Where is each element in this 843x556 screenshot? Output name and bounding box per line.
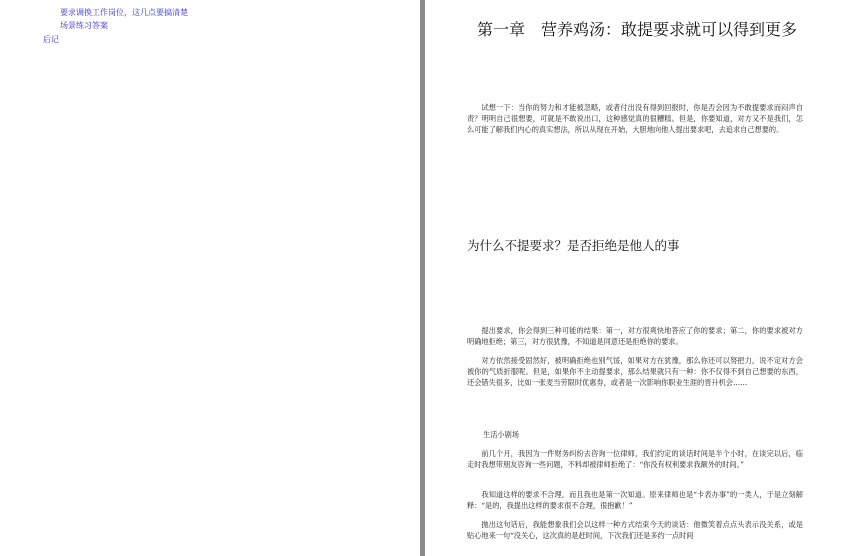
- right-page: [425, 0, 843, 556]
- story-paragraph-2: 我知道这样的要求不合理，而且我也是第一次知道。原来律师也是“卡表办事”的一类人，于是立刻解释：“是的，我提出这样的要求很不合理，很抱歉！”: [467, 490, 803, 510]
- toc-item-afterword[interactable]: 后记: [43, 35, 59, 44]
- toc-item-job-transfer[interactable]: 要求调换工作岗位，这几点要搞清楚: [60, 8, 188, 17]
- section-paragraph-1: 提出要求，你会得到三种可能的结果：第一，对方很爽快地答应了你的要求；第二，你的要求被对方明确地拒绝；第三，对方很犹豫，不知道是同意还是拒绝你的要求。: [467, 326, 803, 346]
- toc-item-scenario-answers[interactable]: 场景练习答案: [60, 21, 108, 30]
- story-paragraph-3: 抛出这句话后，我能想象我们会以这样一种方式结束今天的谈话：他微笑着点点头表示没关系，或是贴心地来一句“没关心，这次真的是赶时间，下次我们还是多约一点时间: [467, 520, 803, 540]
- story-heading: 生活小剧场: [483, 430, 519, 439]
- section-title: 为什么不提要求？是否拒绝是他人的事: [467, 238, 680, 253]
- left-page: [0, 0, 420, 556]
- story-paragraph-1: 前几个月，我因为一件财务纠纷去咨询一位律师，我们约定的谈话时间是半个小时，在谈完以后，临走时我想带朋友咨询一些问题，不料却被律师拒绝了：“你没有权利要求我额外的时间。”: [467, 449, 803, 469]
- intro-paragraph: 试想一下：当你的努力和才能被忽略，或者付出没有得到回报时，你是否会因为不敢提要求而闷声自责？明明自己很想要，可就是不敢说出口，这种感觉真的很糟糕。但是，你要知道，对方又不是我们，怎么可能了解我们内心的真实想法，所以从现在开始，大胆地向他人提出要求吧，去追求自己想要的。: [467, 103, 803, 134]
- chapter-title: 第一章 营养鸡汤：敢提要求就可以得到更多: [476, 20, 797, 39]
- section-paragraph-2: 对方依然接受固然好，被明确拒绝也别气馁，如果对方在犹豫，那么你还可以努把力，说不定对方会被你的气质折服呢。但是，如果你不主动提要求，那么结果就只有一种：你不仅得不到自己想要的东西，还会错失很多，比如一张麦当劳限时优惠券，或者是一次影响你职业生涯的晋升机会……: [467, 356, 803, 387]
